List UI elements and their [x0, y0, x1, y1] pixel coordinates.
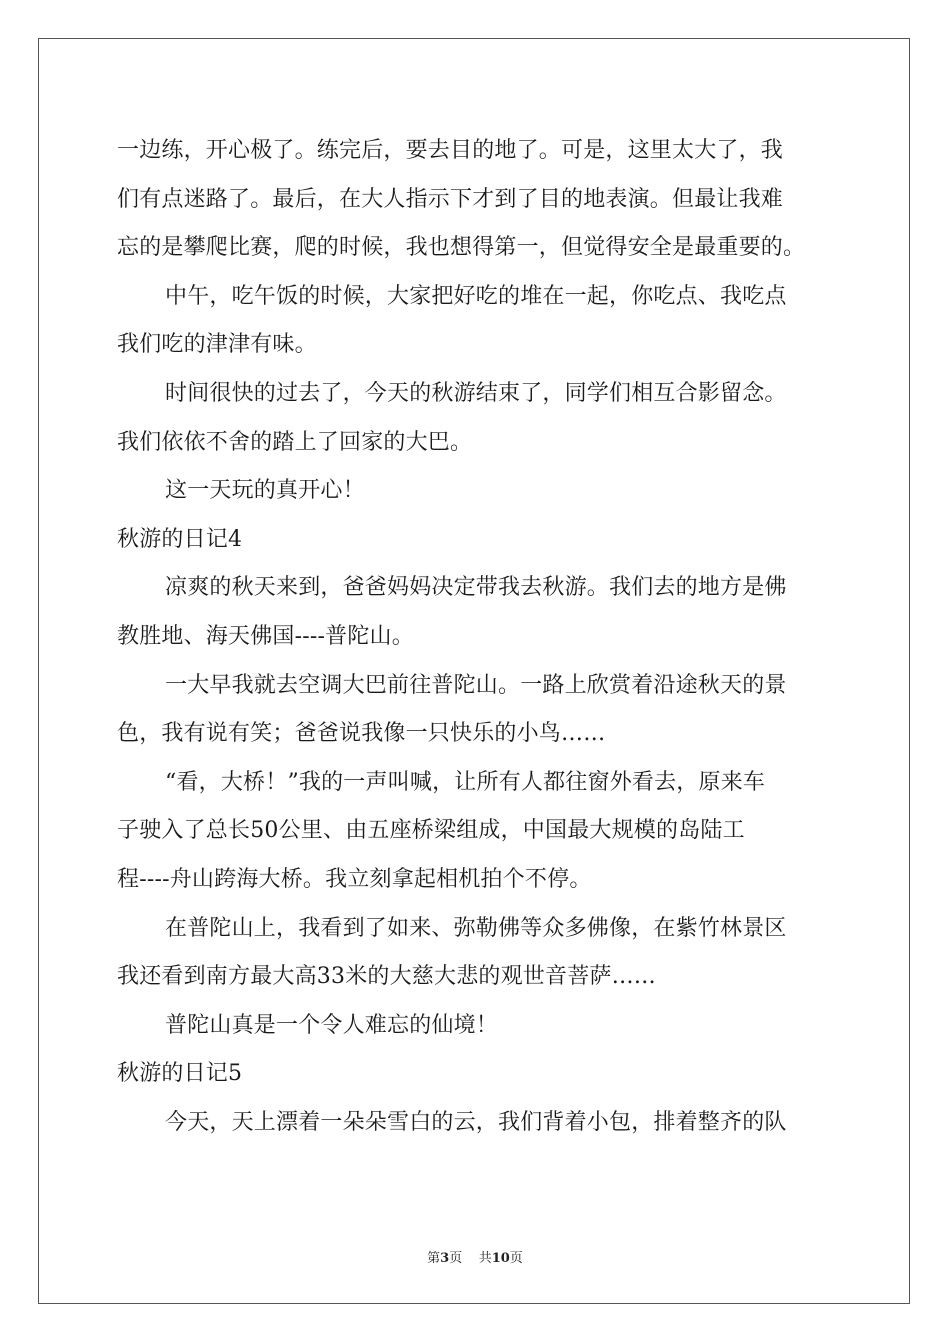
text-line: 我还看到南方最大高33米的大慈大悲的观世音菩萨…… [117, 964, 656, 990]
text-line: 忘的是攀爬比赛，爬的时候，我也想得第一，但觉得安全是最重要的。 [117, 235, 806, 261]
text-line: 中午，吃午饭的时候，大家把好吃的堆在一起，你吃点、我吃点 [165, 283, 787, 309]
text-line: 秋游的日记4 [117, 526, 243, 552]
text-line: 在普陀山上，我看到了如来、弥勒佛等众多佛像，在紫竹林景区 [165, 915, 787, 941]
text-line: 凉爽的秋天来到，爸爸妈妈决定带我去秋游。我们去的地方是佛 [165, 575, 787, 601]
text-line: 色，我有说有笑；爸爸说我像一只快乐的小鸟…… [117, 721, 606, 747]
text-line: 教胜地、海天佛国----普陀山。 [117, 623, 414, 649]
text-line: 程----舟山跨海大桥。我立刻拿起相机拍个不停。 [117, 866, 592, 892]
text-line: 一边练，开心极了。练完后，要去目的地了。可是，这里太大了，我 [117, 138, 784, 163]
text-line: “看，大桥！”我的一声叫喊，让所有人都往窗外看去，原来车 [165, 769, 766, 795]
footer-page-prefix: 第 [427, 1251, 441, 1266]
text-line: 我们依依不舍的踏上了回家的大巴。 [117, 429, 473, 455]
document-body [117, 127, 837, 1147]
text-line: 一大早我就去空调大巴前往普陀山。一路上欣赏着沿途秋天的景 [165, 672, 787, 698]
footer-total-prefix: 共 [478, 1251, 492, 1266]
text-line: 时间很快的过去了，今天的秋游结束了，同学们相互合影留念。 [165, 380, 787, 406]
footer-total-suffix: 页 [509, 1251, 523, 1266]
text-line: 今天，天上漂着一朵朵雪白的云，我们背着小包，排着整齐的队 [165, 1109, 787, 1135]
text-line: 普陀山真是一个令人难忘的仙境！ [165, 1012, 499, 1038]
footer-page-current: 3 [440, 1251, 450, 1266]
footer-page-total: 10 [491, 1251, 510, 1266]
text-line: 秋游的日记5 [117, 1061, 243, 1087]
page-footer [0, 1247, 950, 1266]
text-line: 们有点迷路了。最后，在大人指示下才到了目的地表演。但最让我难 [117, 186, 784, 212]
text-line: 这一天玩的真开心！ [165, 478, 365, 504]
text-line: 我们吃的津津有味。 [117, 332, 317, 358]
text-line: 子驶入了总长50公里、由五座桥梁组成，中国最大规模的岛陆工 [117, 818, 745, 844]
footer-page-suffix: 页 [449, 1251, 463, 1266]
